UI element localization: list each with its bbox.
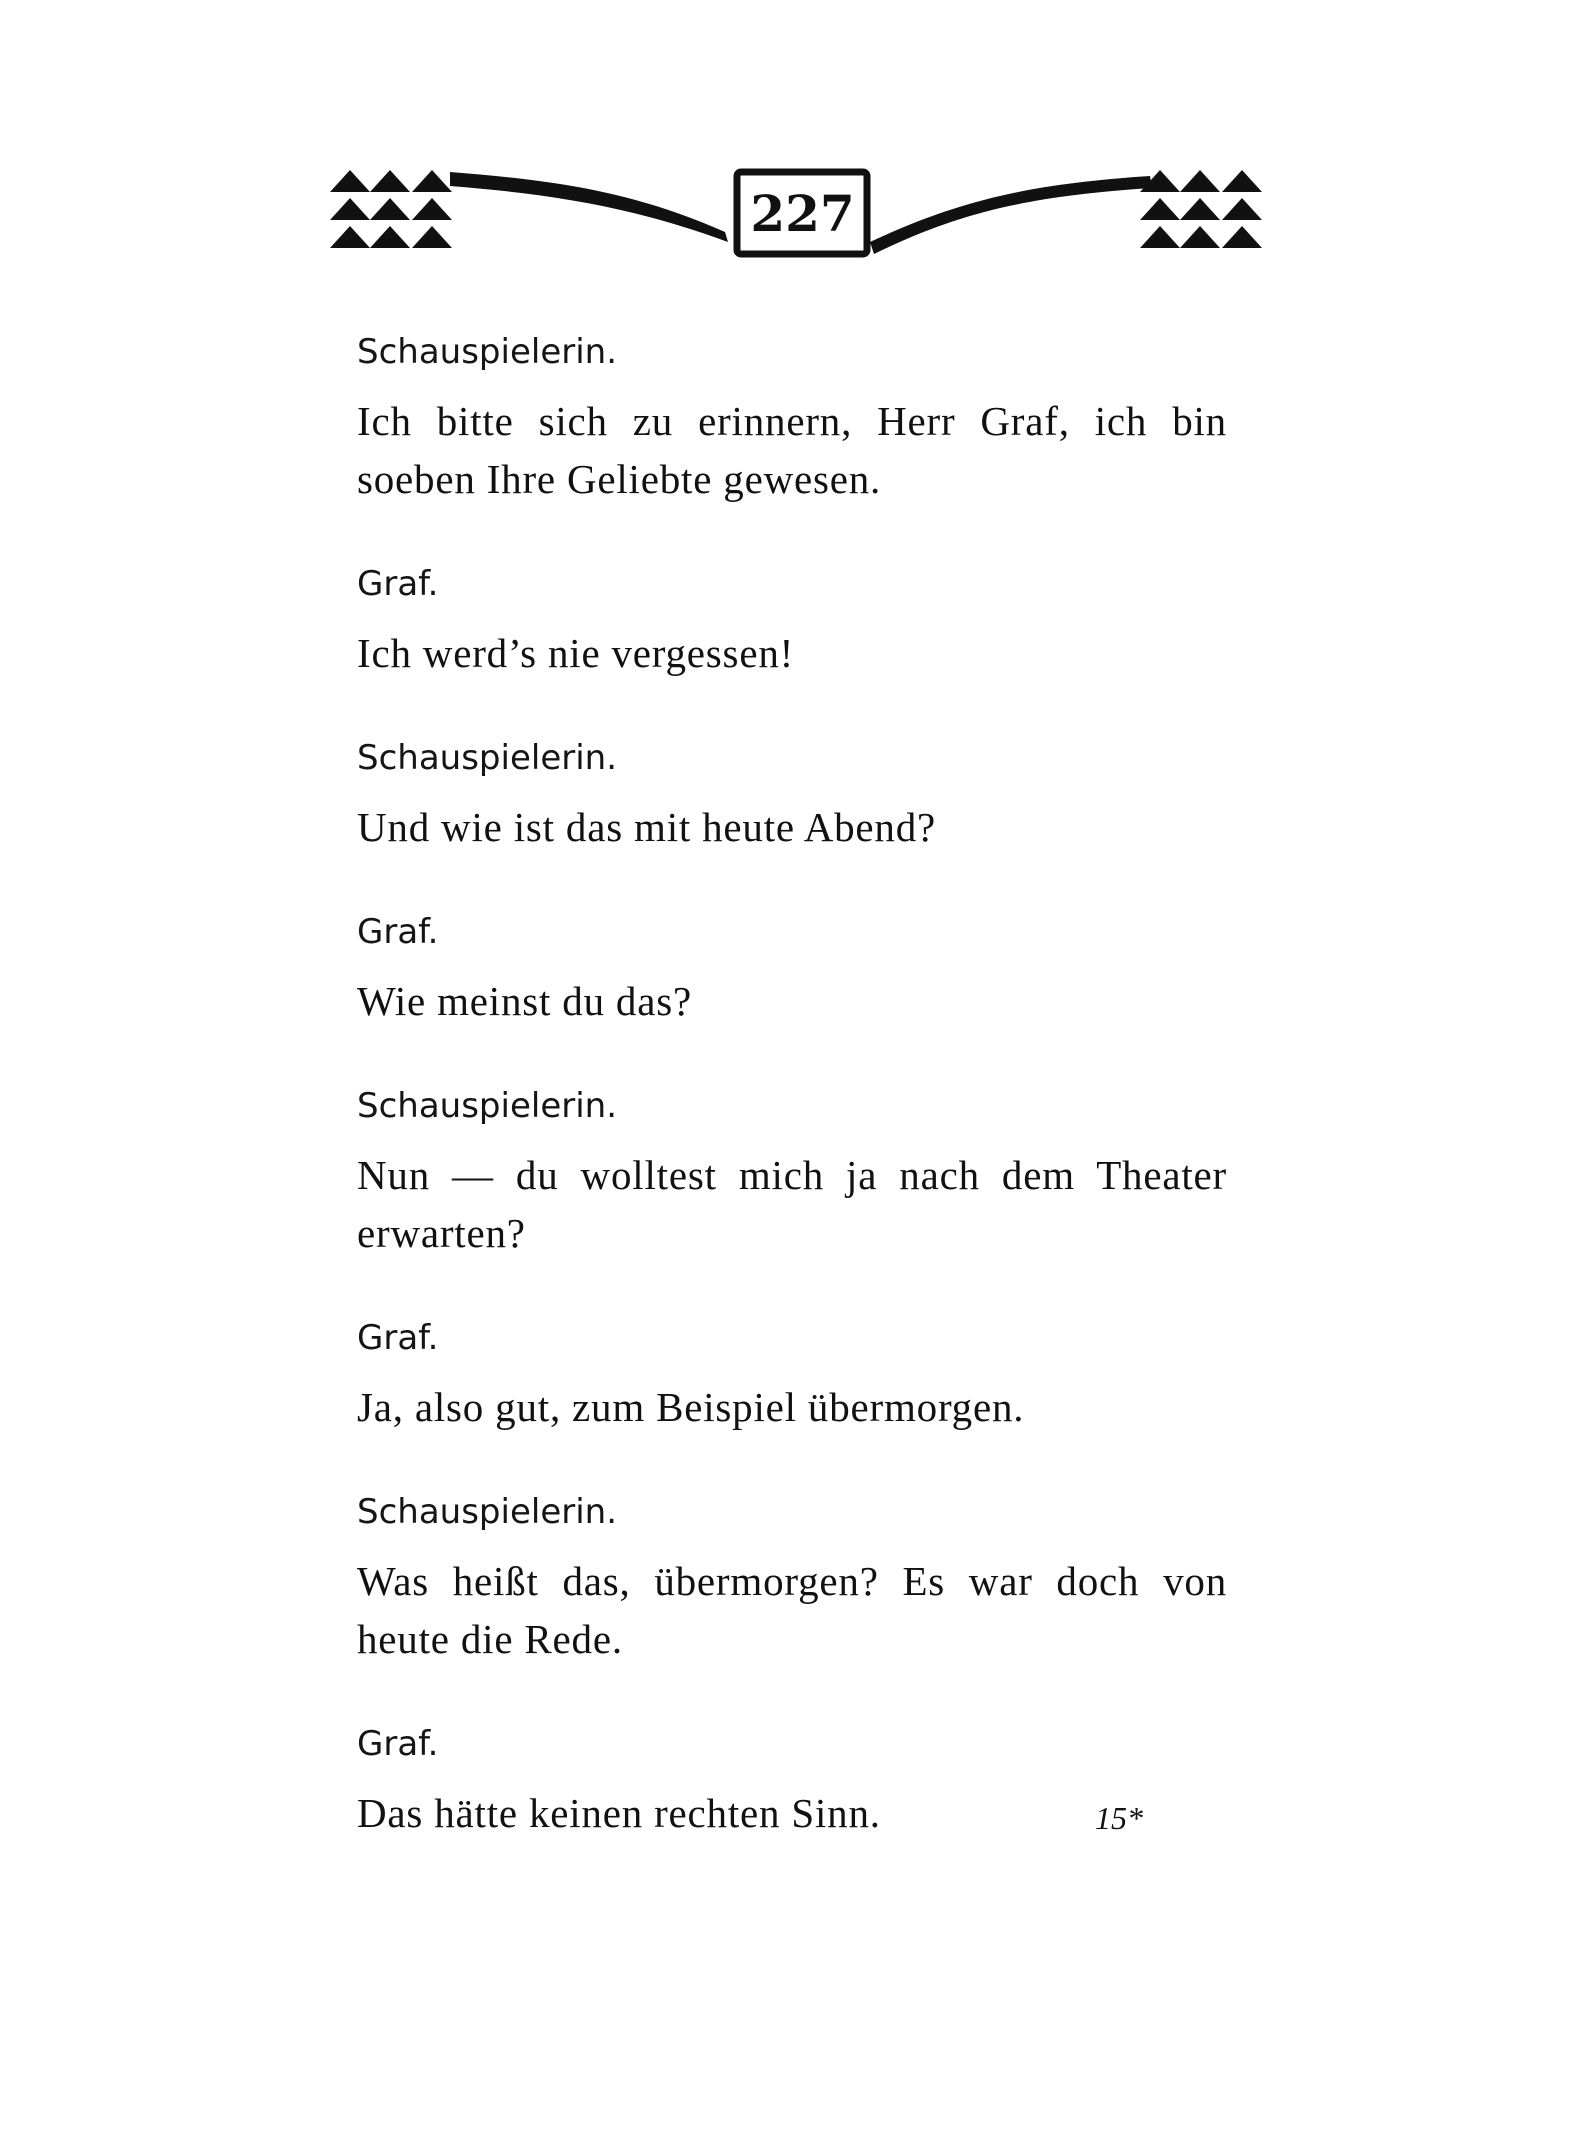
spoken-line: Ich bitte sich zu erinnern, Herr Graf, ich bin soeben Ihre Geliebte gewesen.	[357, 398, 1227, 502]
speaker-name: Graf.	[357, 1318, 439, 1358]
spoken-line: Das hätte keinen rechten Sinn.	[357, 1790, 881, 1836]
speaker-name: Schauspielerin.	[357, 1086, 618, 1126]
spoken-line: Was heißt das, übermorgen? Es war doch von heute die Rede.	[357, 1558, 1227, 1662]
speaker-name: Schauspielerin.	[357, 1492, 618, 1532]
spoken-line: Wie meinst du das?	[357, 978, 692, 1024]
dialogue-entry	[357, 910, 1227, 1030]
speaker-name: Graf.	[357, 564, 439, 604]
left-triangle-cluster	[330, 170, 452, 248]
spoken-line: Nun — du wolltest mich ja nach dem Theater erwarten?	[357, 1152, 1227, 1256]
speaker-name: Schauspielerin.	[357, 738, 618, 778]
left-swoosh	[450, 172, 728, 242]
speaker-name: Graf.	[357, 1724, 439, 1764]
dialogue-text	[357, 330, 1227, 1896]
dialogue-entry	[357, 330, 1227, 508]
spoken-line: Ja, also gut, zum Beispiel übermorgen.	[357, 1384, 1025, 1430]
dialogue-entry	[357, 1084, 1227, 1262]
right-triangle-cluster	[1140, 170, 1262, 248]
dialogue-entry	[357, 1490, 1227, 1668]
dialogue-entry	[357, 562, 1227, 682]
speaker-name: Graf.	[357, 912, 439, 952]
speaker-name: Schauspielerin.	[357, 332, 618, 372]
spoken-line: Und wie ist das mit heute Abend?	[357, 804, 936, 850]
right-swoosh	[870, 176, 1152, 254]
dialogue-entry	[357, 736, 1227, 856]
dialogue-entry	[357, 1316, 1227, 1436]
spoken-line: Ich werd’s nie vergessen!	[357, 630, 795, 676]
page-header-ornament	[330, 160, 1280, 280]
signature-mark: 15*	[1095, 1800, 1143, 1836]
page-number: 227	[750, 184, 855, 243]
